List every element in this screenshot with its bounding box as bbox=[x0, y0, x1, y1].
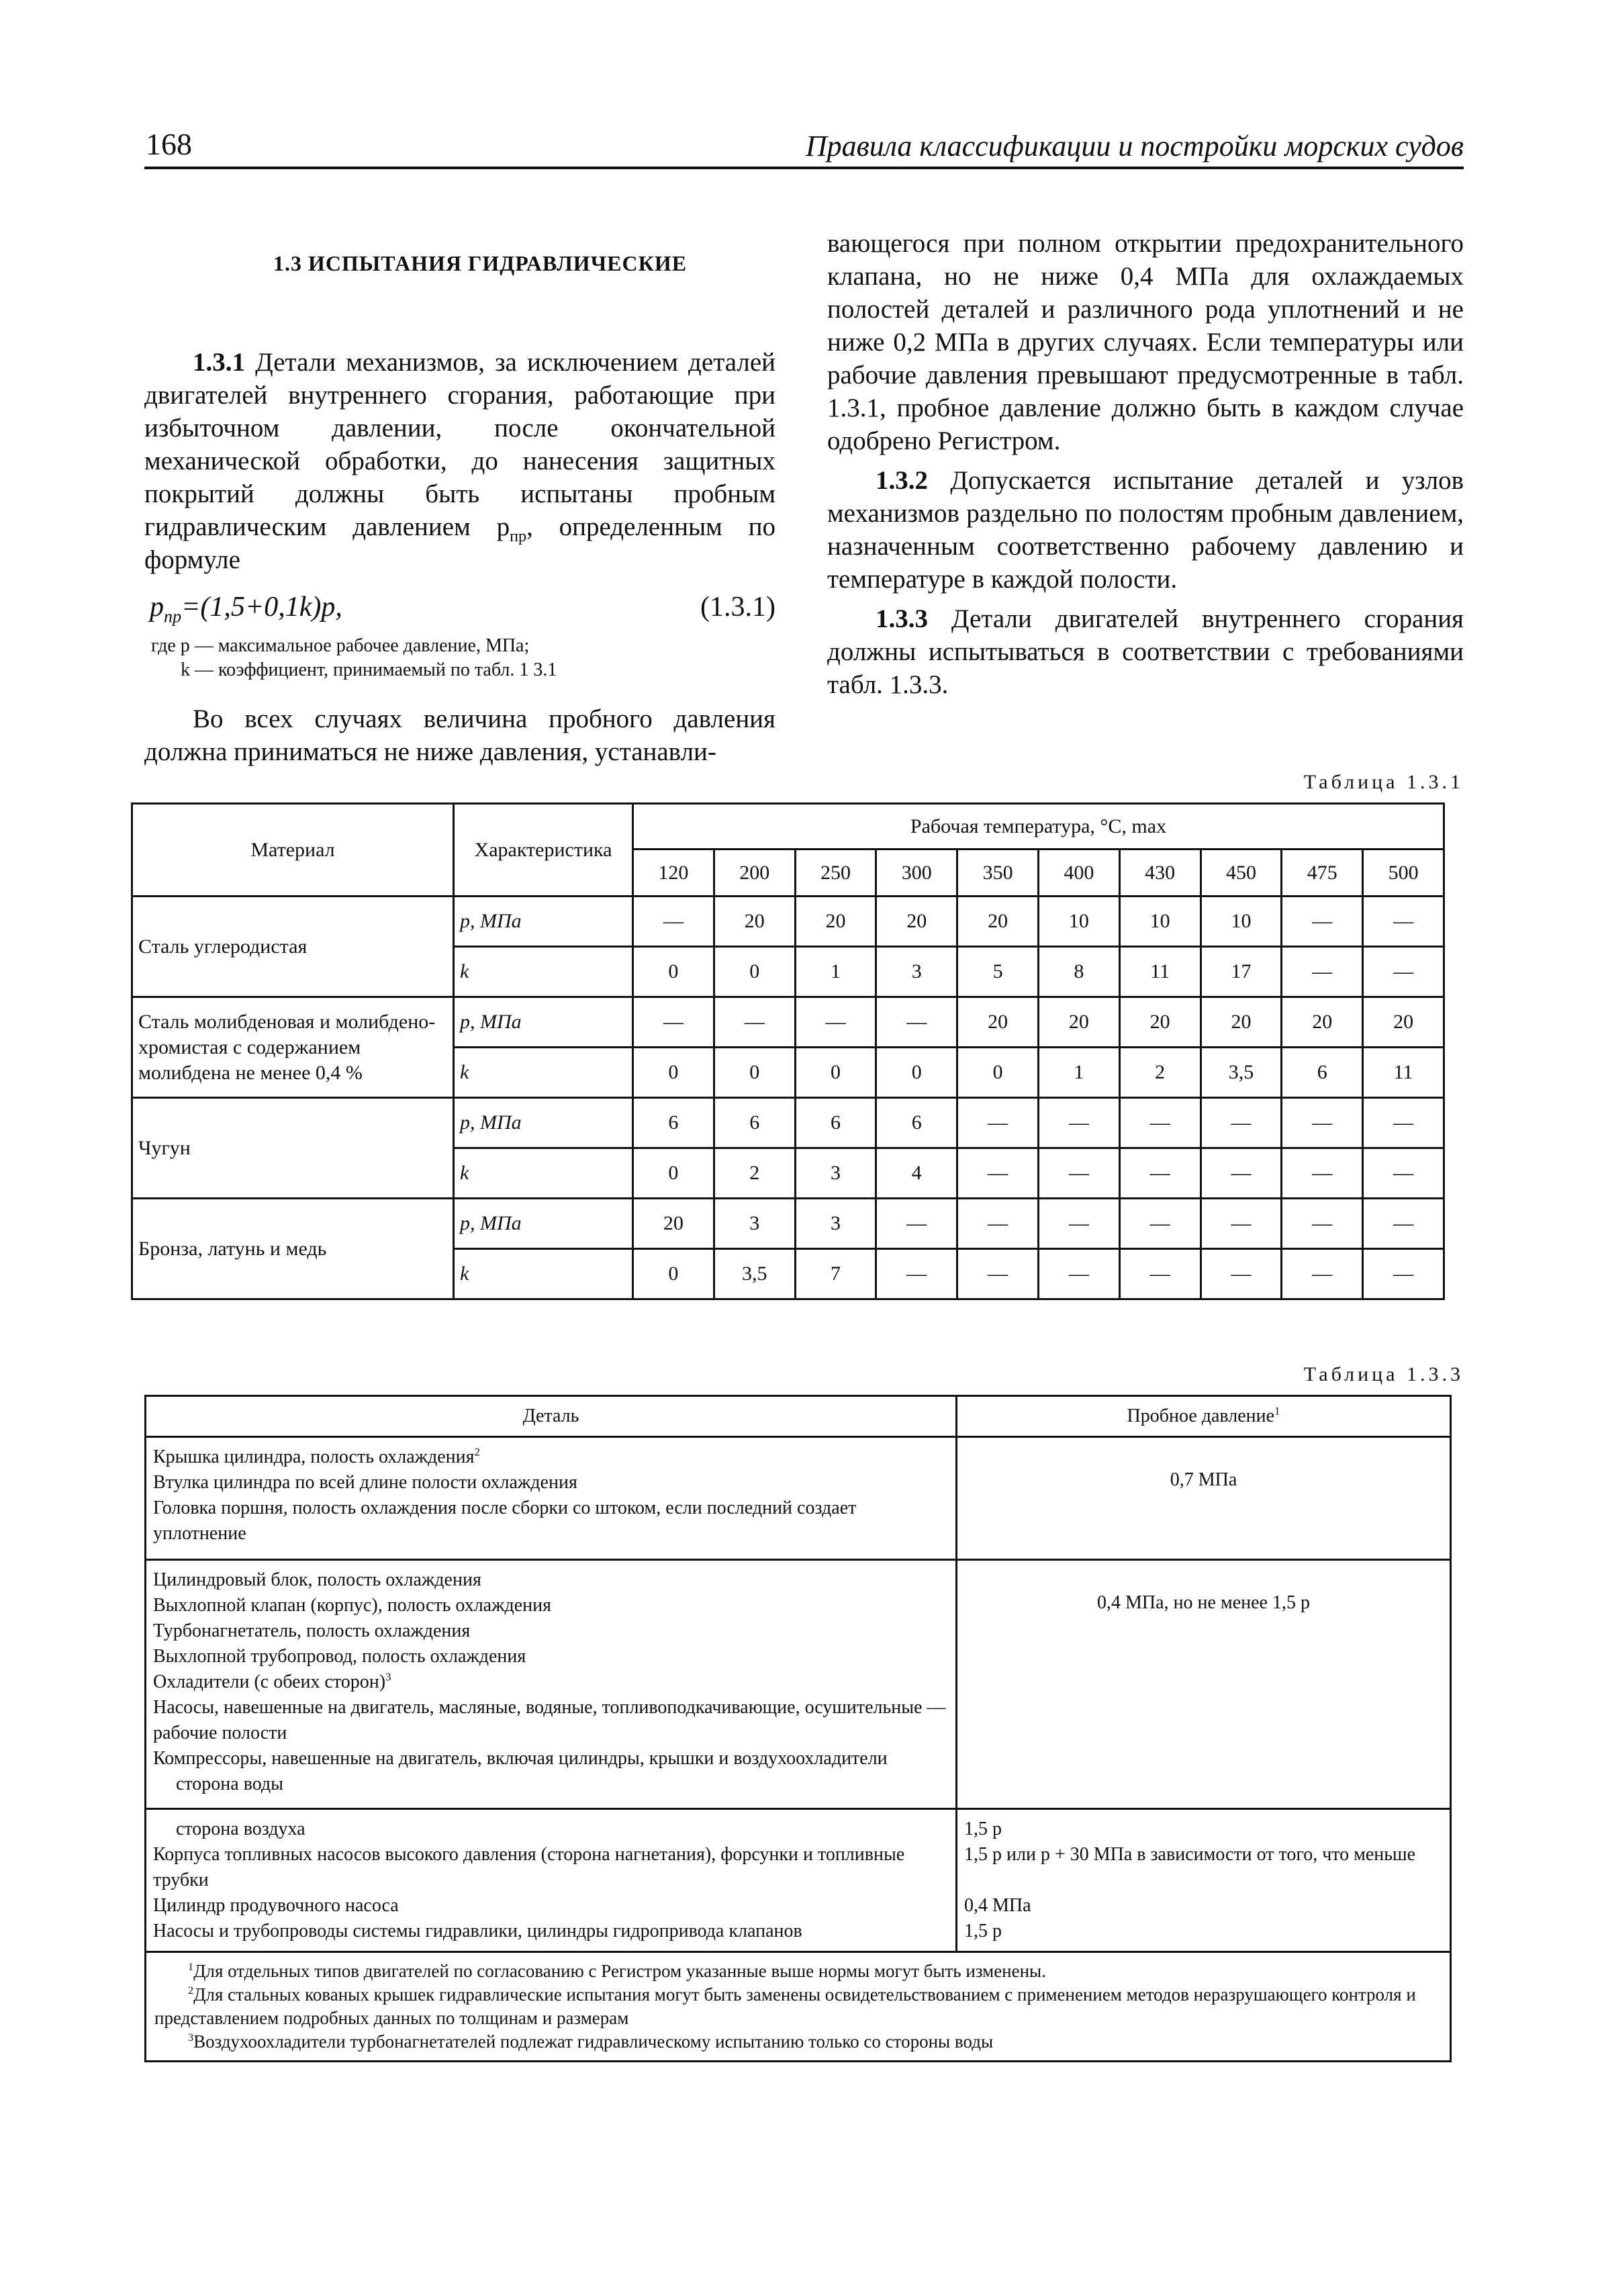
part-line bbox=[153, 1444, 949, 1470]
pressure-line: 0,4 МПа bbox=[964, 1895, 1031, 1916]
value-cell: — bbox=[633, 897, 714, 947]
value-cell: — bbox=[1038, 1199, 1119, 1249]
value-cell: — bbox=[1201, 1148, 1282, 1199]
paragraph-continuation: вающегося при полном открытии предохранительного клапана, но не ниже 0,4 МПа для охлаждаемых полостей деталей и различного рода уплотнений и не ниже 0,2 МПа в других случаях. Если температуры или рабочие давления превышают предусмотренные в табл. 1.3.1, пробное давление должно быть в каждом случае одобрено Регистром. bbox=[827, 229, 1464, 455]
footnote-text: Для стальных кованых крышек гидравлические испытания могут быть заменены освидетельствованием с применением методов неразрушающего контроля и представлением подробных данных по толщинам и размерам bbox=[154, 1984, 1416, 2028]
characteristic-cell: p, МПа bbox=[454, 1098, 633, 1148]
part-line: Головка поршня, полость охлаждения после сборки со штоком, если последний создает уплотнение bbox=[153, 1498, 857, 1544]
value-cell: 1 bbox=[795, 947, 876, 997]
group-2-pressure: 0,4 МПа, но не менее 1,5 p bbox=[957, 1560, 1451, 1809]
footnote-mark: 1 bbox=[188, 1961, 194, 1973]
pressure-line: 1,5 p bbox=[964, 1921, 1002, 1941]
left-column bbox=[144, 242, 775, 768]
value-cell: 0 bbox=[795, 1048, 876, 1098]
footnote-mark: 2 bbox=[474, 1445, 480, 1459]
temperature-header: 120 bbox=[633, 849, 714, 897]
temperature-header: 200 bbox=[714, 849, 795, 897]
value-cell: — bbox=[1282, 897, 1363, 947]
footnote-3 bbox=[154, 2030, 1442, 2054]
value-cell: 7 bbox=[795, 1249, 876, 1299]
subscript: пр bbox=[510, 526, 527, 545]
characteristic-cell: k bbox=[454, 1048, 633, 1098]
value-cell: 0 bbox=[957, 1048, 1039, 1098]
value-cell: 1 bbox=[1038, 1048, 1119, 1098]
value-cell: 0 bbox=[714, 947, 795, 997]
paragraph-all-cases: Во всех случаях величина пробного давления должна приниматься не ниже давления, устанавли- bbox=[144, 704, 775, 766]
running-header bbox=[144, 126, 1464, 169]
footnote-mark: 2 bbox=[188, 1984, 194, 1996]
formula-rhs: =(1,5+0,1k)p, bbox=[181, 592, 342, 623]
value-cell: — bbox=[1119, 1249, 1201, 1299]
part-line: Выхлопной клапан (корпус), полость охлаждения bbox=[153, 1595, 551, 1616]
formula bbox=[144, 584, 775, 630]
value-cell: — bbox=[1201, 1199, 1282, 1249]
value-cell: — bbox=[957, 1098, 1039, 1148]
value-cell: 11 bbox=[1119, 947, 1201, 997]
footnote-mark: 3 bbox=[385, 1670, 391, 1684]
value-cell: — bbox=[1119, 1199, 1201, 1249]
pressure-line: 1,5 p или p + 30 МПа в зависимости от того, что меньше bbox=[964, 1844, 1416, 1865]
paragraph-1-3-3 bbox=[827, 602, 1464, 701]
page-number: 168 bbox=[146, 127, 192, 161]
characteristic-cell: k bbox=[454, 1148, 633, 1199]
part-line: Цилиндровый блок, полость охлаждения bbox=[153, 1569, 481, 1590]
value-cell: 8 bbox=[1038, 947, 1119, 997]
table-row bbox=[146, 1560, 1451, 1809]
clause-text: Детали механизмов, за исключением деталей двигателей внутреннего сгорания, работающие при избыточном давлении, после окончательной механической обработки, до нанесения защитных покрытий должны быть испытаны пробным гидравлическим давлением p bbox=[144, 348, 776, 541]
value-cell: 11 bbox=[1363, 1048, 1444, 1098]
table-row bbox=[146, 1952, 1451, 2062]
value-cell: — bbox=[1282, 1098, 1363, 1148]
value-cell: — bbox=[1282, 947, 1363, 997]
value-cell: 3 bbox=[876, 947, 957, 997]
value-cell: 20 bbox=[1038, 997, 1119, 1048]
value-cell: 20 bbox=[1282, 997, 1363, 1048]
group-3-parts bbox=[146, 1809, 957, 1952]
part-line bbox=[153, 1669, 949, 1695]
footnote-mark: 1 bbox=[1274, 1404, 1280, 1418]
table-1-3-3-caption: Таблица 1.3.3 bbox=[1303, 1363, 1464, 1385]
value-cell: 10 bbox=[1201, 897, 1282, 947]
temperature-header: 300 bbox=[876, 849, 957, 897]
paragraph-1-3-2-text bbox=[827, 464, 1464, 596]
table-row bbox=[132, 1199, 1444, 1249]
part-text: Охладители (с обеих сторон) bbox=[153, 1671, 386, 1692]
temperature-header: 400 bbox=[1038, 849, 1119, 897]
group-2-parts bbox=[146, 1560, 957, 1809]
part-line: Выхлопной трубопровод, полость охлаждения bbox=[153, 1646, 526, 1667]
legend-k: k — коэффициент, принимаемый по табл. 1 3.1 bbox=[181, 659, 557, 680]
formula-legend bbox=[151, 634, 775, 682]
part-line: Корпуса топливных насосов высокого давления (сторона нагнетания), форсунки и топливные трубки bbox=[153, 1844, 905, 1890]
value-cell: 10 bbox=[1038, 897, 1119, 947]
value-cell: 6 bbox=[876, 1098, 957, 1148]
right-column-flow bbox=[827, 227, 1464, 701]
clause-number: 1.3.3 bbox=[876, 604, 928, 633]
value-cell: — bbox=[1282, 1249, 1363, 1299]
section-title: 1.3 ИСПЫТАНИЯ ГИДРАВЛИЧЕСКИЕ bbox=[273, 251, 688, 275]
part-line: Насосы, навешенные на двигатель, масляные, водяные, топливоподкачивающие, осушительные — рабочие полости bbox=[153, 1697, 946, 1743]
table-1-3-1 bbox=[131, 802, 1445, 1300]
pressure-line: 1,5 p bbox=[964, 1819, 1002, 1839]
formula-sub: пр bbox=[164, 606, 182, 627]
value-cell: 20 bbox=[1201, 997, 1282, 1048]
value-cell: 5 bbox=[957, 947, 1039, 997]
table-1-3-1-body bbox=[132, 897, 1444, 1299]
part-line: Турбонагнетатель, полость охлаждения bbox=[153, 1620, 471, 1641]
legend-p: где p — максимальное рабочее давление, МПа; bbox=[151, 635, 530, 656]
value-cell: 0 bbox=[633, 947, 714, 997]
part-line: Насосы и трубопроводы системы гидравлики, цилиндры гидропривода клапанов bbox=[153, 1921, 802, 1941]
value-cell: — bbox=[795, 997, 876, 1048]
clause-text: Детали двигателей внутреннего сгорания должны испытываться в соответствии с требованиями табл. 1.3.3. bbox=[827, 604, 1464, 699]
value-cell: 3 bbox=[795, 1199, 876, 1249]
value-cell: — bbox=[1363, 897, 1444, 947]
value-cell: 6 bbox=[633, 1098, 714, 1148]
value-cell: 0 bbox=[633, 1048, 714, 1098]
value-cell: 6 bbox=[795, 1098, 876, 1148]
value-cell: — bbox=[957, 1199, 1039, 1249]
material-cell: Сталь молибденовая и молибдено-хромистая с содержанием молибдена не менее 0,4 % bbox=[132, 997, 454, 1098]
footnote-2 bbox=[154, 1983, 1442, 2030]
characteristic-cell: k bbox=[454, 947, 633, 997]
footnote-text: Для отдельных типов двигателей по согласованию с Регистром указанные выше нормы могут быть изменены. bbox=[193, 1961, 1046, 1981]
value-cell: 3,5 bbox=[714, 1249, 795, 1299]
value-cell: — bbox=[714, 997, 795, 1048]
clause-number: 1.3.2 bbox=[876, 466, 928, 495]
value-cell: 20 bbox=[1119, 997, 1201, 1048]
table-row bbox=[132, 1098, 1444, 1148]
value-cell: — bbox=[1363, 1199, 1444, 1249]
value-cell: — bbox=[633, 997, 714, 1048]
part-line: Компрессоры, навешенные на двигатель, включая цилиндры, крышки и воздухоохладители bbox=[153, 1748, 888, 1769]
value-cell: 20 bbox=[1363, 997, 1444, 1048]
temperature-header: 500 bbox=[1363, 849, 1444, 897]
value-cell: 0 bbox=[633, 1249, 714, 1299]
value-cell: — bbox=[1363, 1148, 1444, 1199]
value-cell: — bbox=[876, 1199, 957, 1249]
value-cell: — bbox=[1363, 1098, 1444, 1148]
part-line: Цилиндр продувочного насоса bbox=[153, 1895, 399, 1916]
part-line: сторона воды bbox=[176, 1774, 283, 1794]
table-row bbox=[132, 997, 1444, 1048]
value-cell: — bbox=[1282, 1148, 1363, 1199]
col-characteristic: Характеристика bbox=[454, 804, 633, 897]
value-cell: 2 bbox=[714, 1148, 795, 1199]
value-cell: 20 bbox=[795, 897, 876, 947]
temperature-header: 350 bbox=[957, 849, 1039, 897]
col-material: Материал bbox=[132, 804, 454, 897]
value-cell: 20 bbox=[876, 897, 957, 947]
value-cell: 0 bbox=[633, 1148, 714, 1199]
clause-text: Допускается испытание деталей и узлов механизмов раздельно по полостям пробным давлением, назначенным соответственно рабочему давлению и температуре в каждой полости. bbox=[827, 466, 1464, 594]
running-title: Правила классификации и постройки морских судов bbox=[805, 130, 1464, 163]
table-row bbox=[146, 1809, 1451, 1952]
temperature-header: 430 bbox=[1119, 849, 1201, 897]
formula-expression bbox=[150, 584, 342, 630]
value-cell: — bbox=[1119, 1098, 1201, 1148]
group-1-pressure: 0,7 МПа bbox=[957, 1437, 1451, 1560]
footnotes bbox=[146, 1952, 1451, 2062]
group-3-pressure bbox=[957, 1809, 1451, 1952]
value-cell: — bbox=[1201, 1249, 1282, 1299]
col-pressure bbox=[957, 1396, 1451, 1437]
footnote-text: Воздухоохладители турбонагнетателей подлежат гидравлическому испытанию только со стороны воды bbox=[193, 2031, 994, 2052]
value-cell: 0 bbox=[876, 1048, 957, 1098]
value-cell: — bbox=[876, 1249, 957, 1299]
material-cell: Чугун bbox=[132, 1098, 454, 1199]
part-text: Крышка цилиндра, полость охлаждения bbox=[153, 1447, 475, 1467]
material-cell: Сталь углеродистая bbox=[132, 897, 454, 997]
table-1-3-1-caption: Таблица 1.3.1 bbox=[1303, 771, 1464, 793]
value-cell: 0 bbox=[714, 1048, 795, 1098]
value-cell: — bbox=[876, 997, 957, 1048]
value-cell: 4 bbox=[876, 1148, 957, 1199]
value-cell: 10 bbox=[1119, 897, 1201, 947]
value-cell: — bbox=[957, 1148, 1039, 1199]
clause-tail: , определенным по формуле bbox=[144, 512, 776, 574]
temperature-header: 475 bbox=[1282, 849, 1363, 897]
formula-lhs: p bbox=[150, 592, 164, 623]
value-cell: — bbox=[1282, 1199, 1363, 1249]
value-cell: — bbox=[1201, 1098, 1282, 1148]
footnote-mark: 3 bbox=[188, 2031, 194, 2044]
value-cell: — bbox=[1363, 1249, 1444, 1299]
value-cell: — bbox=[1038, 1098, 1119, 1148]
temperature-header: 250 bbox=[795, 849, 876, 897]
paragraph-1-3-1 bbox=[144, 346, 775, 576]
group-1-parts bbox=[146, 1437, 957, 1560]
value-cell: — bbox=[1038, 1148, 1119, 1199]
characteristic-cell: k bbox=[454, 1249, 633, 1299]
footnote-1 bbox=[154, 1960, 1442, 1983]
value-cell: — bbox=[1038, 1249, 1119, 1299]
value-cell: 3 bbox=[714, 1199, 795, 1249]
value-cell: 20 bbox=[633, 1199, 714, 1249]
value-cell: 2 bbox=[1119, 1048, 1201, 1098]
characteristic-cell: p, МПа bbox=[454, 897, 633, 947]
characteristic-cell: p, МПа bbox=[454, 1199, 633, 1249]
part-line: Втулка цилиндра по всей длине полости охлаждения bbox=[153, 1472, 577, 1493]
table-row bbox=[146, 1437, 1451, 1560]
part-line: сторона воздуха bbox=[176, 1819, 305, 1839]
table-row bbox=[132, 897, 1444, 947]
value-cell: 20 bbox=[957, 997, 1039, 1048]
material-cell: Бронза, латунь и медь bbox=[132, 1199, 454, 1299]
temperature-header: 450 bbox=[1201, 849, 1282, 897]
value-cell: — bbox=[1363, 947, 1444, 997]
col-pressure-label: Пробное давление bbox=[1127, 1406, 1275, 1426]
table-1-3-3 bbox=[144, 1395, 1452, 2062]
value-cell: 3,5 bbox=[1201, 1048, 1282, 1098]
formula-number: (1.3.1) bbox=[700, 592, 775, 623]
value-cell: 3 bbox=[795, 1148, 876, 1199]
value-cell: 6 bbox=[1282, 1048, 1363, 1098]
clause-number: 1.3.1 bbox=[193, 348, 245, 377]
characteristic-cell: p, МПа bbox=[454, 997, 633, 1048]
value-cell: — bbox=[957, 1249, 1039, 1299]
value-cell: 20 bbox=[957, 897, 1039, 947]
value-cell: 20 bbox=[714, 897, 795, 947]
col-part: Деталь bbox=[146, 1396, 957, 1437]
value-cell: 17 bbox=[1201, 947, 1282, 997]
col-temperature-group: Рабочая температура, °С, max bbox=[633, 804, 1444, 849]
value-cell: — bbox=[1119, 1148, 1201, 1199]
value-cell: 6 bbox=[714, 1098, 795, 1148]
